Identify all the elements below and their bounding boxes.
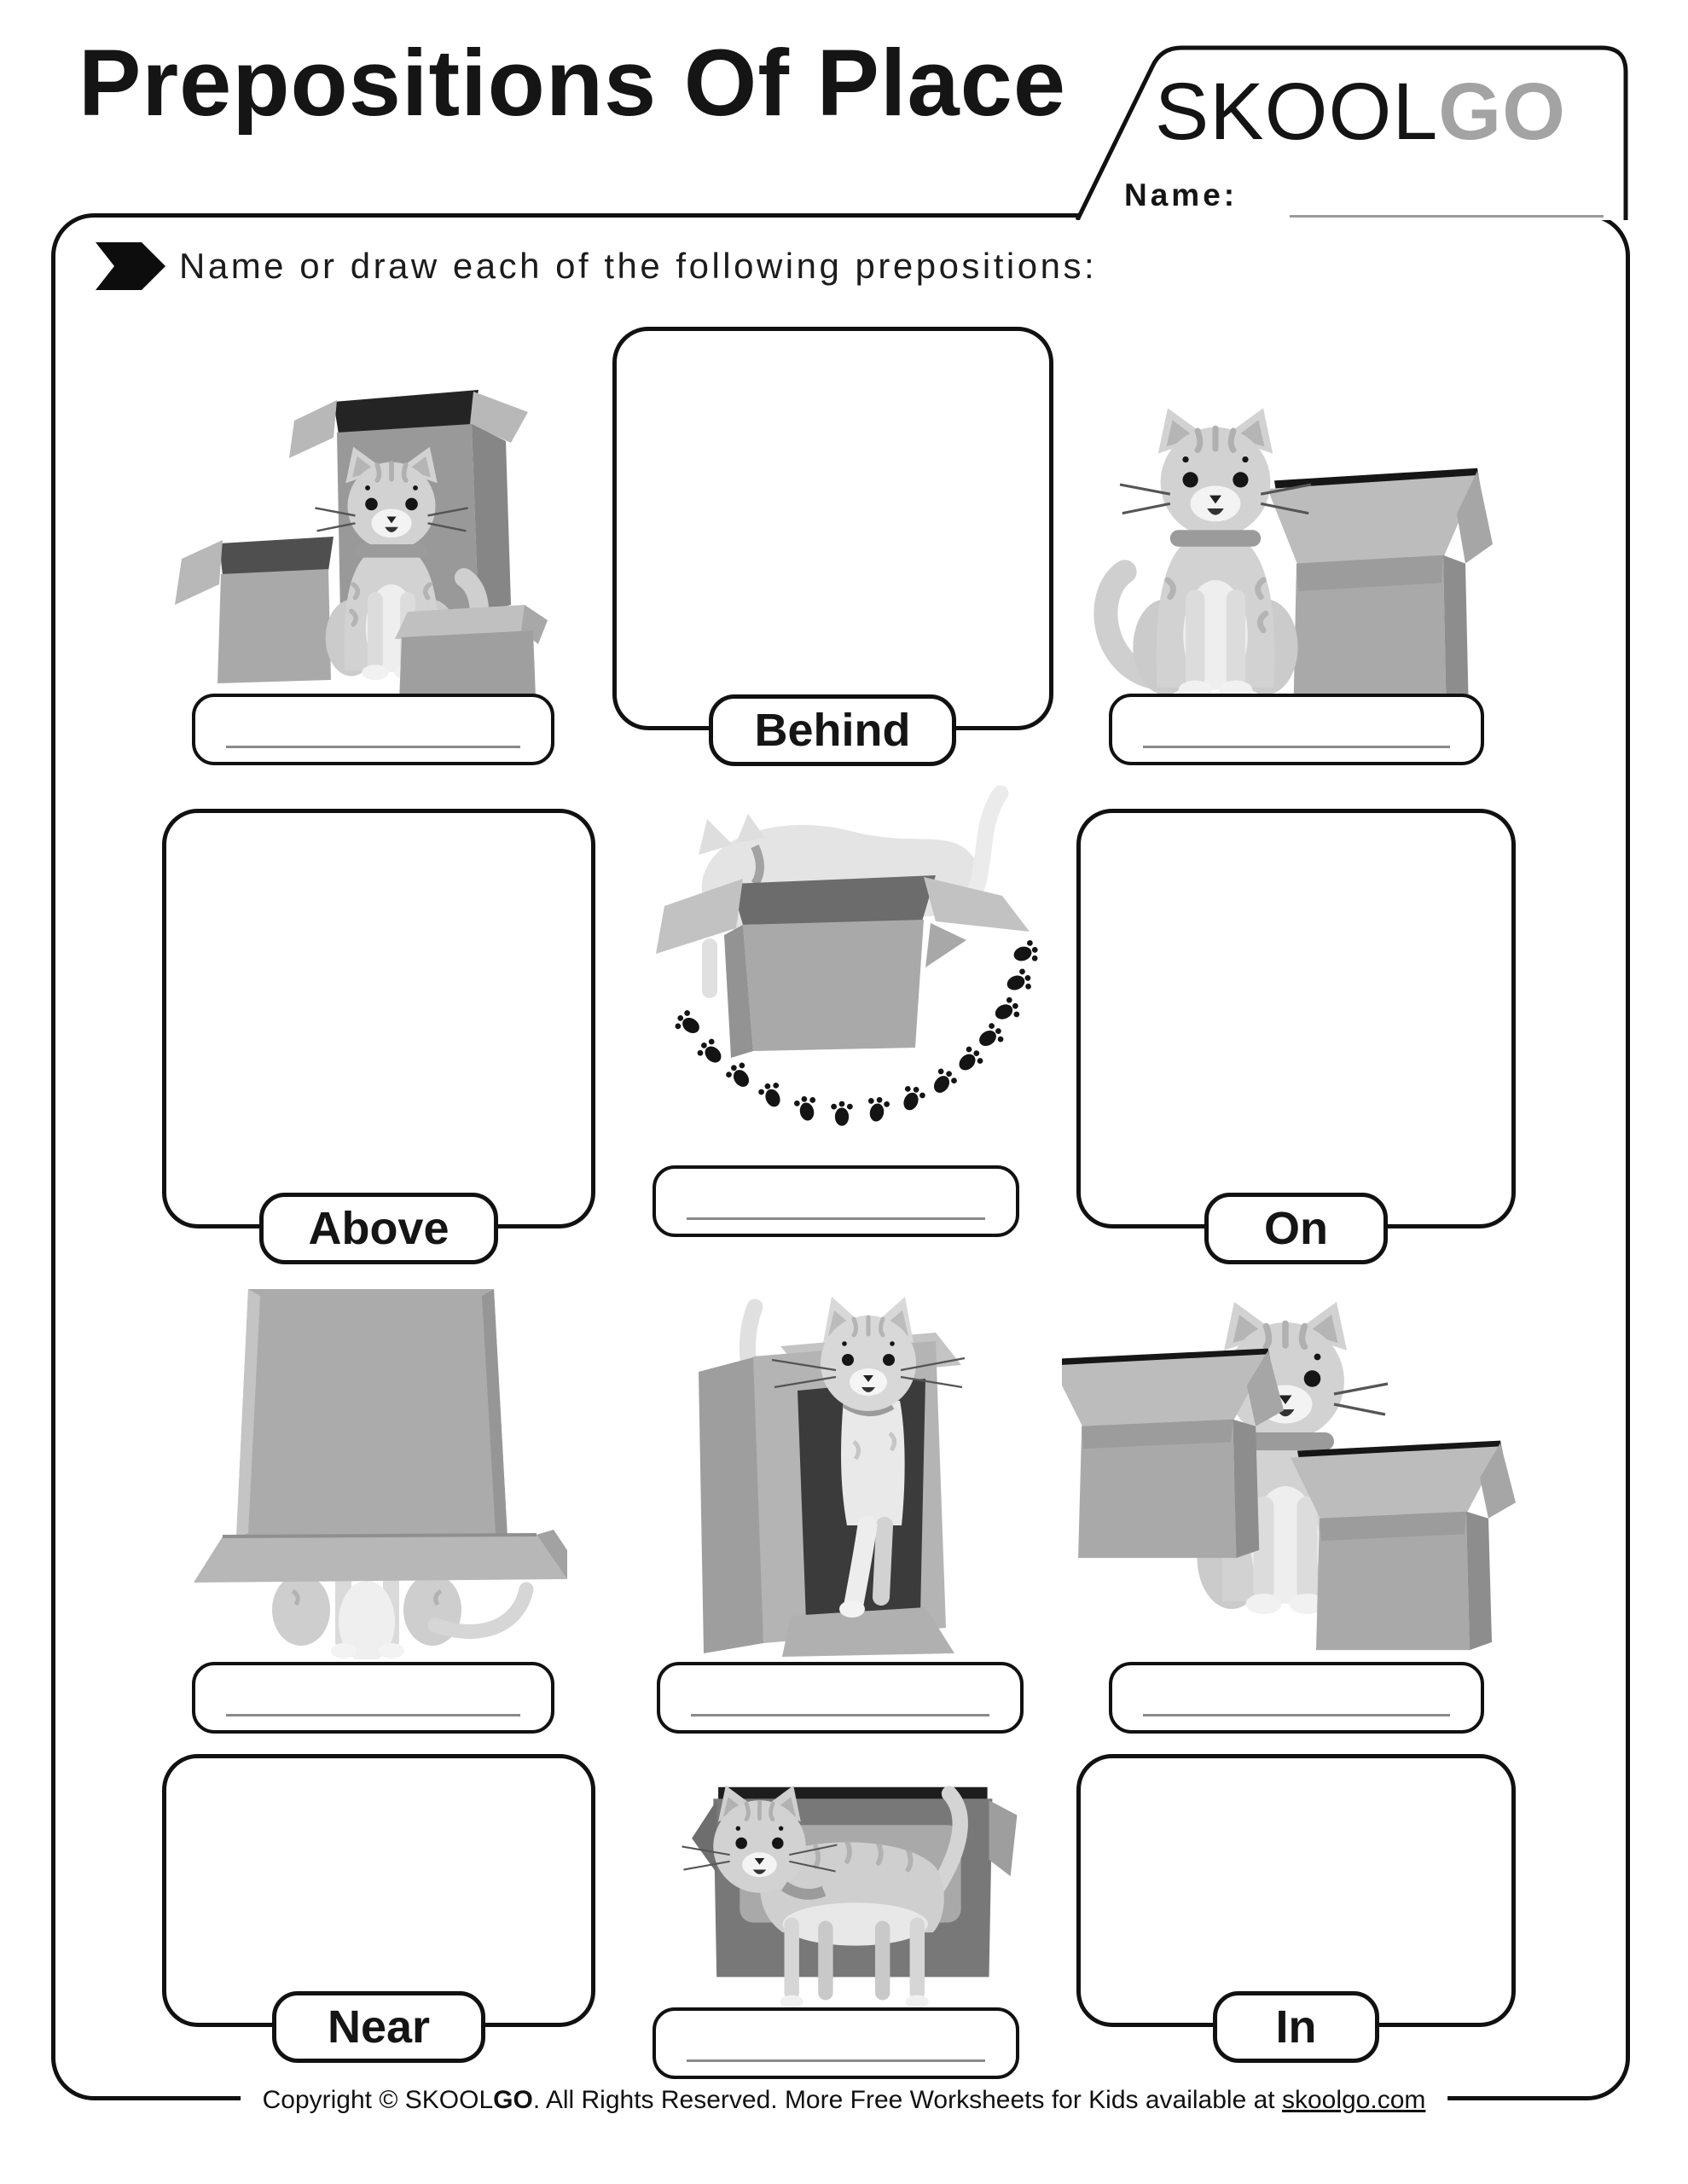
draw-box-on[interactable] bbox=[1076, 809, 1516, 1228]
footer-prefix: Copyright © bbox=[262, 2086, 405, 2114]
draw-box-above[interactable] bbox=[162, 809, 595, 1228]
draw-box-near[interactable] bbox=[162, 1754, 595, 2027]
illustration-cat-around-box bbox=[627, 768, 1053, 1169]
draw-box-in[interactable] bbox=[1076, 1754, 1516, 2027]
answer-write-line bbox=[1143, 1714, 1450, 1716]
draw-box-behind[interactable] bbox=[612, 327, 1053, 730]
illustration-cat-beside-box bbox=[1092, 367, 1493, 725]
label-text: Above bbox=[308, 1203, 450, 1254]
black-arrow-tag-icon bbox=[96, 242, 165, 290]
answer-box-under[interactable] bbox=[192, 1662, 554, 1734]
illustration-cat-in-front-of-box bbox=[665, 1756, 1032, 2012]
footer-middle: . All Rights Reserved. More Free Worksheets for Kids available at bbox=[532, 2086, 1282, 2114]
name-write-line[interactable] bbox=[1290, 215, 1604, 218]
preposition-label-above bbox=[259, 1193, 498, 1264]
label-text: Behind bbox=[754, 705, 911, 756]
footer-brand-skool: SKOOL bbox=[404, 2086, 494, 2114]
instruction-text: Name or draw each of the following prepositions: bbox=[179, 246, 1098, 286]
preposition-label-behind bbox=[709, 694, 956, 766]
illustration-cat-among-boxes bbox=[166, 328, 576, 729]
label-text: In bbox=[1275, 2001, 1317, 2053]
answer-write-line bbox=[691, 1714, 989, 1716]
answer-write-line bbox=[226, 1714, 520, 1716]
footer-link-skoolgo[interactable]: skoolgo.com bbox=[1281, 2086, 1426, 2114]
footer-copyright bbox=[241, 2086, 1448, 2115]
answer-write-line bbox=[687, 2059, 985, 2062]
preposition-label-on bbox=[1204, 1193, 1388, 1264]
answer-box-out-of[interactable] bbox=[657, 1662, 1024, 1734]
answer-write-line bbox=[226, 746, 520, 748]
label-text: Near bbox=[327, 2001, 431, 2053]
brand-logo bbox=[1096, 67, 1625, 157]
footer-brand-go: GO bbox=[493, 2086, 533, 2114]
illustration-cat-between-boxes bbox=[1062, 1284, 1523, 1659]
brand-logo-skool: SKOOL bbox=[1154, 67, 1439, 157]
illustration-cat-out-of-box bbox=[653, 1263, 1045, 1664]
name-label: Name: bbox=[1124, 177, 1238, 212]
answer-box-beside[interactable] bbox=[1109, 694, 1484, 765]
answer-box-among[interactable] bbox=[192, 694, 554, 765]
answer-box-around[interactable] bbox=[653, 1165, 1019, 1237]
label-text: On bbox=[1264, 1203, 1328, 1254]
page-title: Prepositions Of Place bbox=[78, 31, 1067, 136]
answer-box-in-front-of[interactable] bbox=[653, 2007, 1019, 2079]
illustration-cat-under-box bbox=[192, 1284, 567, 1659]
answer-write-line bbox=[687, 1217, 985, 1220]
brand-logo-go: GO bbox=[1438, 67, 1567, 157]
answer-box-between[interactable] bbox=[1109, 1662, 1484, 1734]
answer-write-line bbox=[1143, 746, 1450, 748]
preposition-label-in bbox=[1213, 1991, 1379, 2063]
preposition-label-near bbox=[272, 1991, 485, 2063]
